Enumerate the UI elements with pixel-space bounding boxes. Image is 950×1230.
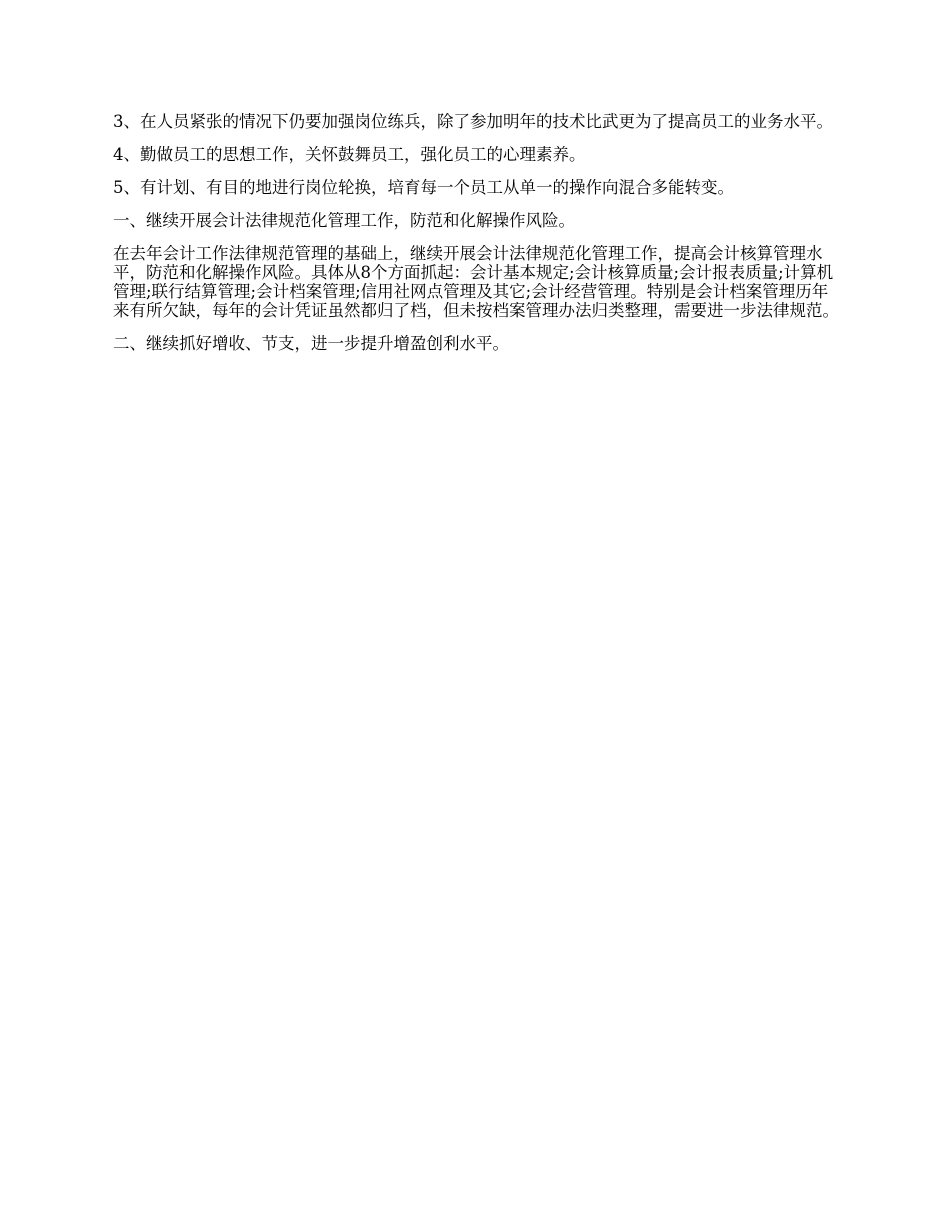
paragraph-item-4: 4、勤做员工的思想工作，关怀鼓舞员工，强化员工的心理素养。 — [113, 145, 586, 164]
paragraph-item-5: 5、有计划、有目的地进行岗位轮换，培育每一个员工从单一的操作向混合多能转变。 — [113, 178, 734, 197]
paragraph-item-3: 3、在人员紧张的情况下仍要加强岗位练兵，除了参加明年的技术比武更为了提高员工的业务水平。 — [113, 112, 833, 131]
section-heading-1: 一、继续开展会计法律规范化管理工作，防范和化解操作风险。 — [113, 211, 575, 230]
section-heading-2: 二、继续抓好增收、节支，进一步提升增盈创利水平。 — [113, 334, 509, 353]
document-body — [113, 112, 840, 367]
body-paragraph: 在去年会计工作法律规范管理的基础上，继续开展会计法律规范化管理工作，提高会计核算管理水平，防范和化解操作风险。具体从8个方面抓起：会计基本规定;会计核算质量;会计报表质量;计算机管理;联行结算管理;会计档案管理;信用社网点管理及其它;会计经营管理。特别是会计档案管理历年来有所欠缺，每年的会计凭证虽然都归了档，但未按档案管理办法归类整理，需要进一步法律规范。 — [113, 244, 839, 320]
